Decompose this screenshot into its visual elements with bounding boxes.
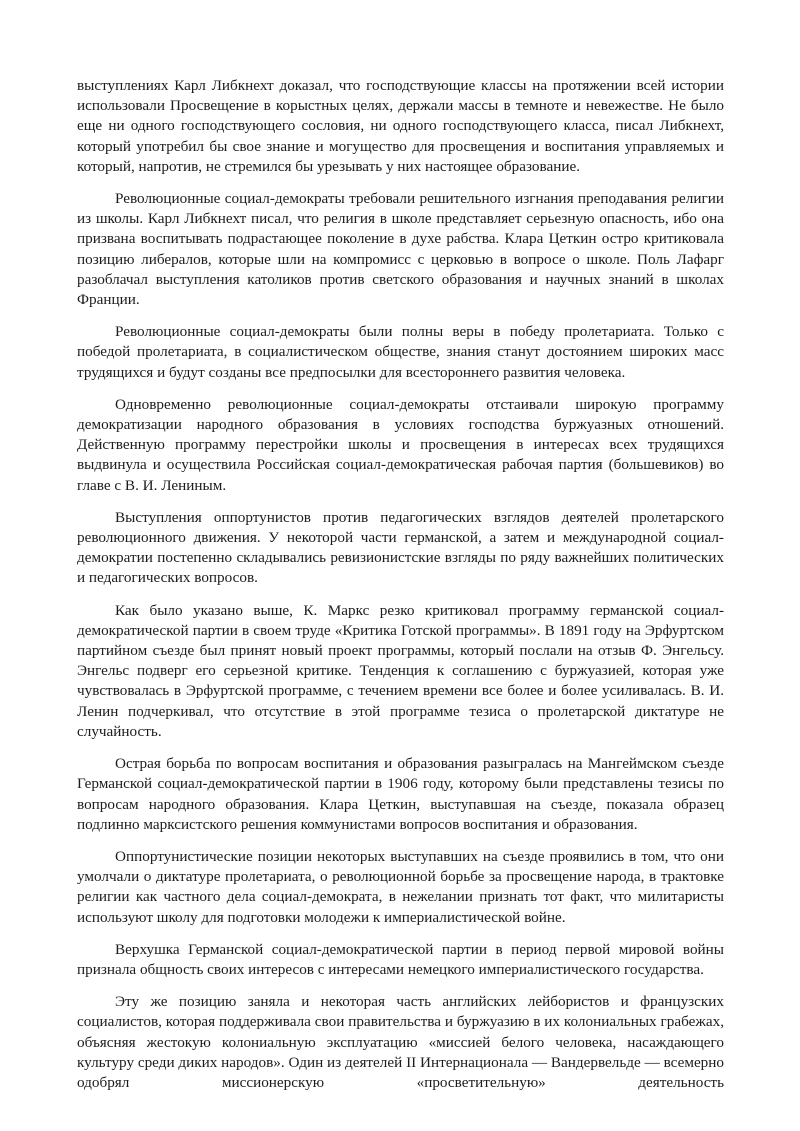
paragraph-2: Революционные социал-демократы требовали решительного изгнания преподавания религии из школы. Карл Либкнехт писал, что религия в школе представляет серьезную опасность, ибо она призвана воспитывать подрастающее поколение в духе рабства. Клара Цеткин остро критиковала позицию либералов, которые шли на компромисс с церковью в вопросе о школе. Поль Лафарг разоблачал выступления католиков против светского образования и научных знаний в школах Франции. xyxy=(77,190,724,309)
paragraph-9: Верхушка Германской социал-демократической партии в период первой мировой войны признала общность своих интересов с интересами немецкого империалистического государства. xyxy=(77,940,724,978)
paragraph-3: Революционные социал-демократы были полны веры в победу пролетариата. Только с победой пролетариата, в социалистическом обществе, знания станут достоянием широких масс трудящихся и будут созданы все предпосылки для всестороннего развития человека. xyxy=(77,323,724,381)
paragraph-7: Острая борьба по вопросам воспитания и образования разыгралась на Мангеймском съезде Германской социал-демократической партии в 1906 году, которому были представлены тезисы по вопросам народного образования. Клара Цеткин, выступавшая на съезде, показала образец подлинно марксистского решения коммунистами вопросов воспитания и образования. xyxy=(77,755,724,833)
paragraph-5: Выступления оппортунистов против педагогических взглядов деятелей пролетарского революционного движения. У некоторой части германской, а затем и международной социал-демократии постепенно складывались ревизионистские взгляды по ряду важнейших политических и педагогических вопросов. xyxy=(77,508,724,587)
paragraph-1: выступлениях Карл Либкнехт доказал, что господствующие классы на протяжении всей истории использовали Просвещение в корыстных целях, держали массы в темноте и невежестве. Не было еще ни одного господствующего сословия, ни одного господствующего класса, писал Либкнехт, который употребил бы свое знание и могущество для просвещения и воспитания управляемых и который, напротив, не стремился бы урезывать у них настоящее образование. xyxy=(77,77,724,175)
paragraph-6: Как было указано выше, К. Маркс резко критиковал программу германской социал-демократической партии в своем труде «Критика Готской программы». В 1891 году на Эрфуртском партийном съезде был принят новый проект программы, который послали на отзыв Ф. Энгельсу. Энгельс подверг его серьезной критике. Тенденция к соглашению с буржуазией, которая уже чувствовалась в Эрфуртской программе, с течением времени все более и более усиливалась. В. И. Ленин подчеркивал, что отсутствие в этой программе тезиса о пролетарской диктатуре не случайность. xyxy=(77,601,724,740)
paragraph-4: Одновременно революционные социал-демократы отстаивали широкую программу демократизации народного образования в условиях господства буржуазных отношений. Действенную программу перестройки школы и просвещения в интересах всех трудящихся выдвинула и осуществила Российская социал-демократическая рабочая партия (большевиков) во главе с В. И. Лениным. xyxy=(77,395,724,494)
paragraph-10: Эту же позицию заняла и некоторая часть английских лейбористов и французских социалистов, которая поддерживала свои правительства и буржуазию в их колониальных грабежах, объясняя жестокую колониальную эксплуатацию «миссией белого человека, насаждающего культуру среди диких народов». Один из деятелей II Интернационала — Вандервельде — всемерно одобрял миссионерскую «просветительную» деятельность xyxy=(77,993,724,1091)
document-page xyxy=(77,76,724,1093)
paragraph-8: Оппортунистические позиции некоторых выступавших на съезде проявились в том, что они умолчали о диктатуре пролетариата, о революционной борьбе за просвещение народа, в трактовке религии как частного дела социал-демократа, в нежелании признать тот факт, что милитаристы используют школу для подготовки молодежи к империалистической войне. xyxy=(77,847,724,926)
